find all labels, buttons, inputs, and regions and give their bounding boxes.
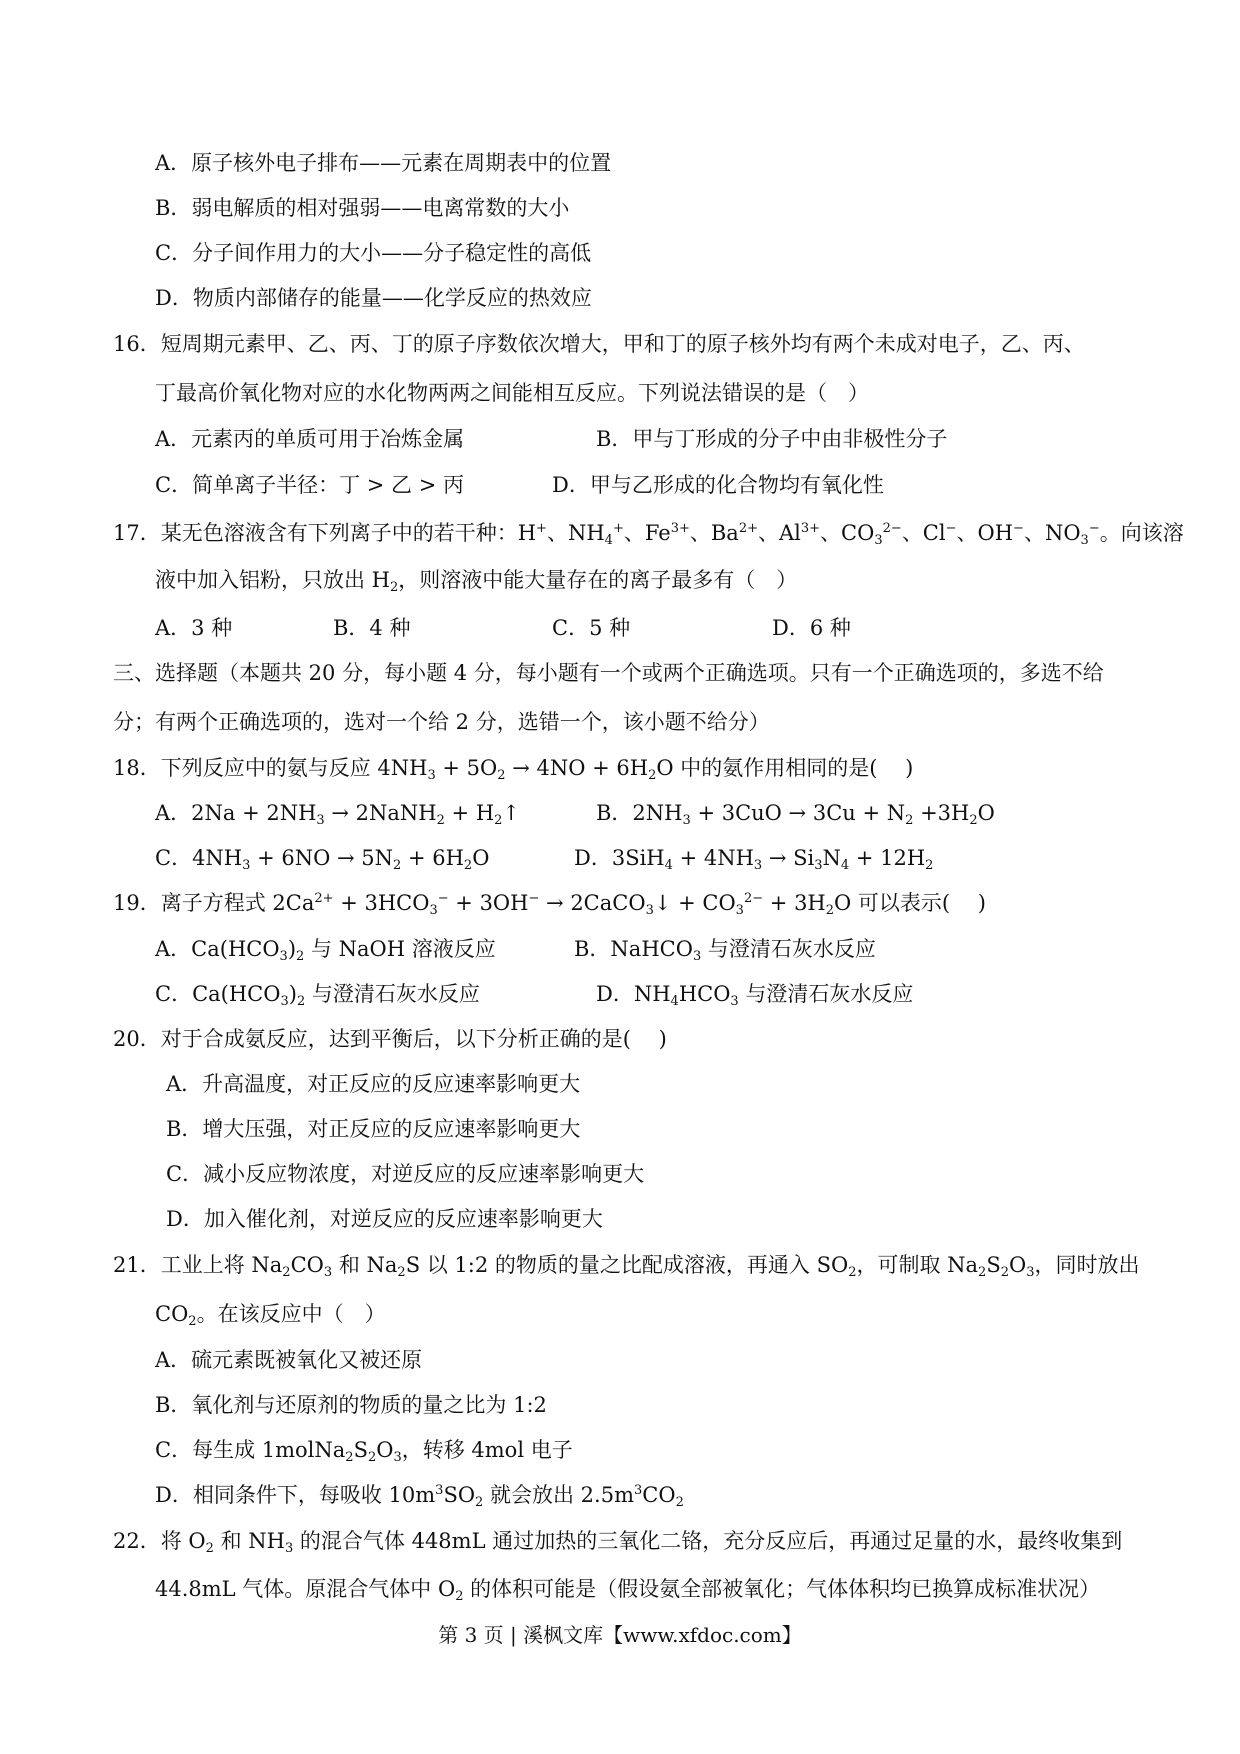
q18-option-d: D．$3SiH_4 + 4NH_3 \to Si_3N_4 + 12H_2$ xyxy=(574,846,934,873)
q16-stem: 16．短周期元素甲、乙、丙、丁的原子序数依次增大，甲和丁的原子核外均有两个未成对电子，乙、丙、 xyxy=(113,332,1085,356)
q22-stem-cont: 44.8mL 气体。原混合气体中 $O_2$ 的体积可能是（假设氨全部被氧化；气体体积均已换算成标准状况） xyxy=(155,1577,1101,1604)
q16-option-b: B．甲与丁形成的分子中由非极性分子 xyxy=(596,427,948,451)
q19-option-d: D．$NH_4HCO_3$ 与澄清石灰水反应 xyxy=(596,982,914,1009)
q18-option-a: A．$2Na + 2NH_3$ → 2NaNH$_2$ + $H_2↑$ xyxy=(155,801,521,828)
q19-option-b: B．NaHCO$_3$ 与澄清石灰水反应 xyxy=(574,937,876,964)
page-footer: 第 3 页 | 溪枫文库【www.xfdoc.com】 xyxy=(438,1623,802,1647)
q22-stem: 22．将 $O_2$ 和 $NH_3$ 的混合气体 448mL 通过加热的三氧化二铬，充分反应后，再通过足量的水，最终收集到 xyxy=(113,1529,1123,1556)
q18-option-c: C．$4NH_3 + 6NO \to 5N_2 + 6H_2O$ xyxy=(155,846,490,873)
q16-option-a: A．元素丙的单质可用于冶炼金属 xyxy=(155,427,465,451)
q21-option-c: C．每生成 $1molNa_2S_2O_3$，转移 4mol 电子 xyxy=(155,1438,573,1465)
q20-option-d: D．加入催化剂，对逆反应的反应速率影响更大 xyxy=(166,1207,603,1231)
q21-option-a: A．硫元素既被氧化又被还原 xyxy=(155,1348,423,1372)
q16-stem-cont: 丁最高价氧化物对应的水化物两两之间能相互反应。下列说法错误的是（ ） xyxy=(155,381,869,405)
q21-option-d: D．相同条件下，每吸收 $10m^3SO_2$ 就会放出 $2.5m^3CO_2$ xyxy=(155,1483,684,1510)
q17-option-b: B．4 种 xyxy=(333,616,411,640)
q18-option-b: B．$2NH_3 + 3CuO \to 3Cu + N_2 +3H_2O$ xyxy=(596,801,995,828)
q20-option-c: C．减小反应物浓度，对逆反应的反应速率影响更大 xyxy=(166,1162,645,1186)
q16-option-d: D．甲与乙形成的化合物均有氧化性 xyxy=(552,473,884,497)
q17-stem: 17．某无色溶液含有下列离子中的若干种：H+、$NH_4^+$、$Fe^{3+}$、$Ba^{2+}$、$Al^{3+}$、$CO_3^{2-}$、Cl−、OH−、$NO_3^-$。向该溶 xyxy=(113,521,1184,548)
q18-stem: 18．下列反应中的氨与反应 $4NH_3 + 5O_2 \to 4NO + 6H_2O$ 中的氨作用相同的是( ) xyxy=(113,756,914,783)
q17-option-c: C．5 种 xyxy=(552,616,631,640)
q15-option-c: C．分子间作用力的大小——分子稳定性的高低 xyxy=(155,241,592,265)
q20-stem: 20．对于合成氨反应，达到平衡后，以下分析正确的是( ) xyxy=(113,1027,667,1051)
q15-option-d: D．物质内部储存的能量——化学反应的热效应 xyxy=(155,286,592,310)
q15-option-b: B．弱电解质的相对强弱——电离常数的大小 xyxy=(155,196,570,220)
q19-option-a: A．$Ca(HCO_3)_2$ 与 NaOH 溶液反应 xyxy=(155,937,496,964)
q16-option-c: C．简单离子半径：丁 > 乙 > 丙 xyxy=(155,473,464,497)
section-3-heading-cont: 分；有两个正确选项的，选对一个给 2 分，选错一个，该小题不给分） xyxy=(113,710,770,734)
q21-stem-cont: $CO_2$。在该反应中（ ） xyxy=(155,1302,386,1329)
q17-option-d: D．6 种 xyxy=(772,616,851,640)
q15-option-a: A．原子核外电子排布——元素在周期表中的位置 xyxy=(155,151,612,175)
q21-stem: 21．工业上将 $Na_2CO_3$ 和 $Na_2S$ 以 1:2 的物质的量之比配成溶液，再通入 $SO_2$，可制取 $Na_2S_2O_3$，同时放出 xyxy=(113,1253,1140,1280)
q20-option-a: A．升高温度，对正反应的反应速率影响更大 xyxy=(166,1072,581,1096)
section-3-heading: 三、选择题（本题共 20 分，每小题 4 分，每小题有一个或两个正确选项。只有一个正确选项的，多选不给 xyxy=(113,661,1104,685)
q19-option-c: C．$Ca(HCO_3)_2$ 与澄清石灰水反应 xyxy=(155,982,480,1009)
q21-option-b: B．氧化剂与还原剂的物质的量之比为 1:2 xyxy=(155,1393,547,1417)
q17-stem-cont: 液中加入铝粉，只放出 $H_2$，则溶液中能大量存在的离子最多有（ ） xyxy=(155,568,798,595)
q19-stem: 19．离子方程式 $2Ca^{2+} + 3HCO_3^- + 3OH^-$ → 2CaCO$_3$↓ + $CO_3^{2-} + 3H_2O$ 可以表示( ) xyxy=(113,891,986,918)
q17-option-a: A．3 种 xyxy=(155,616,233,640)
q20-option-b: B．增大压强，对正反应的反应速率影响更大 xyxy=(166,1117,581,1141)
